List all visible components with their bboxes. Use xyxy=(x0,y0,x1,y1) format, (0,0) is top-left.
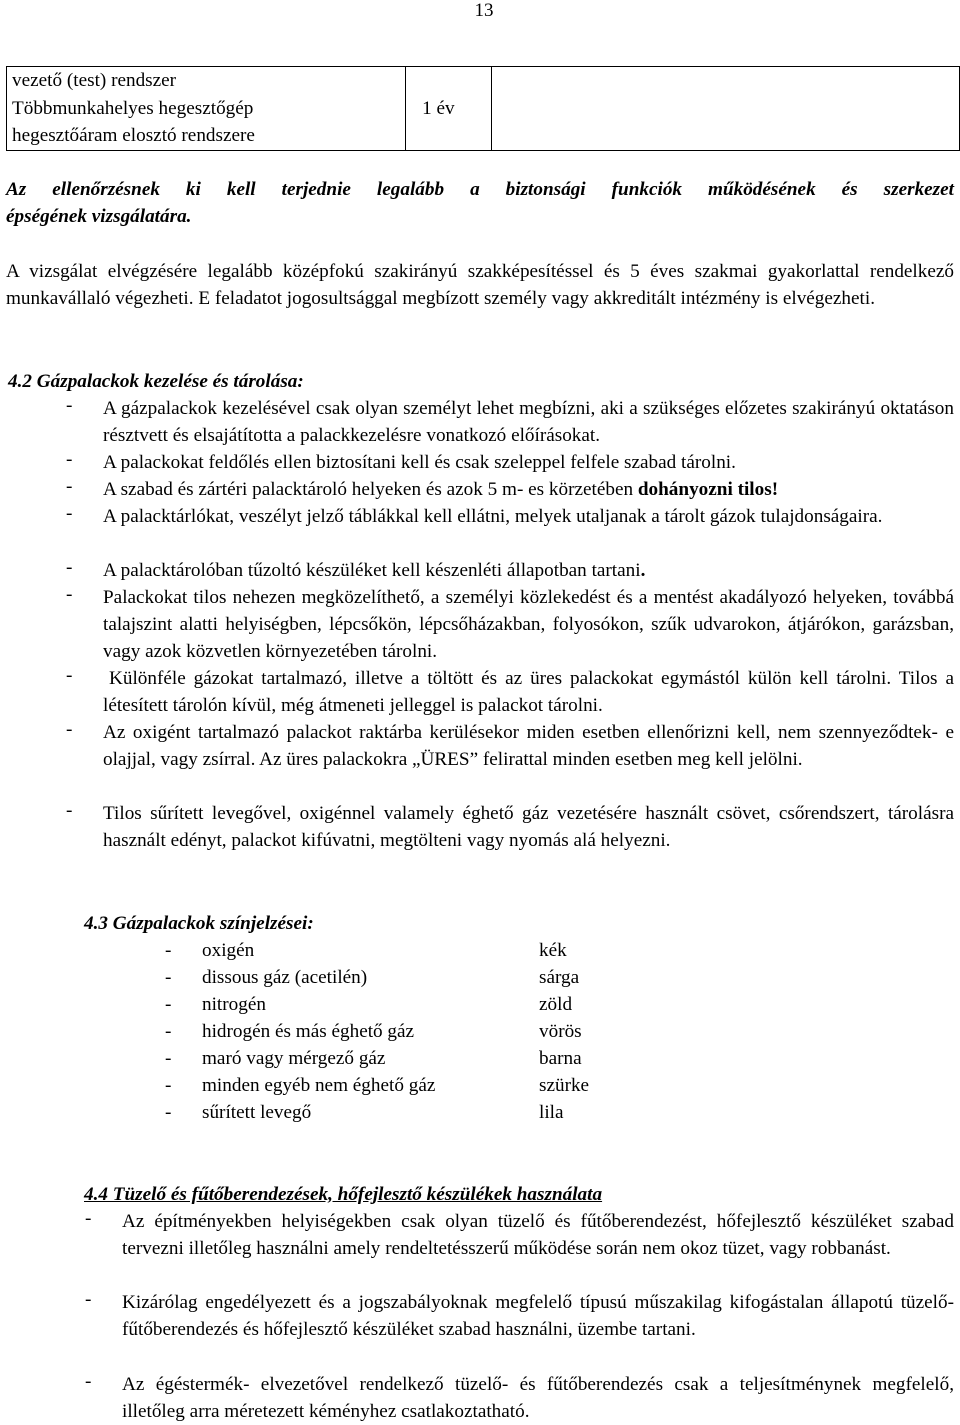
note-line: épségének vizsgálatára. xyxy=(6,206,192,227)
list-item-text: Különféle gázokat tartalmazó, illetve a töltött és az üres palackokat egymástól külön kell tárolni. Tilos a létesített tárolón kívül, még átmeneti jelleggel is palackot tárolni. xyxy=(103,668,954,716)
gas-name: dissous gáz (acetilén) xyxy=(202,967,368,988)
list-item-text: Az égéstermék- elvezetővel rendelkező tüzelő- és fűtőberendezés csak a teljesítménynek megfelelő, illetőleg arra méretezett kéményhez csatlakoztatható. xyxy=(122,1374,954,1422)
list-item xyxy=(85,1208,954,1289)
section-heading-4-3: 4.3 Gázpalackok színjelzései: xyxy=(84,913,314,934)
table-line: Többmunkahelyes hegesztőgép xyxy=(12,97,254,119)
qualification-paragraph: A vizsgálat elvégzésére legalább középfokú szakirányú szakképesítéssel és 5 éves szakmai gyakorlattal rendelkező munkavállaló végezheti. E feladatot jogosultsággal megbízott személy vagy akkreditált intézmény is elvégezheti. xyxy=(6,261,954,309)
list-dash: - xyxy=(85,1289,92,1310)
gas-name: sűrített levegő xyxy=(202,1102,312,1123)
list-dash: - xyxy=(85,1371,92,1392)
list-dash: - xyxy=(66,719,73,740)
inspection-table xyxy=(6,66,960,151)
list-item xyxy=(66,476,954,503)
list-item-text-part: A palacktárolóban tűzoltó készüléket kell készenléti állapotban tartani xyxy=(103,560,641,581)
list-dash: - xyxy=(66,449,73,470)
list-dash: - xyxy=(66,503,73,524)
list-item xyxy=(66,584,954,665)
list-item-text: Kizárólag engedélyezett és a jogszabályoknak megfelelő típusú műszakilag kifogástalan állapotú tüzelő- fűtőberendezés és hőfejlesztő készüléket szabad használni, üzembe tartani. xyxy=(122,1292,954,1340)
gas-color: szürke xyxy=(539,1075,590,1096)
list-dash: - xyxy=(66,584,73,605)
table-cell-period: 1 év xyxy=(406,67,492,151)
list-item-text: Az oxigént tartalmazó palackot raktárba kerülésekor miden esetben ellenőrizni kell, nem szennyeződtek- e olajjal, vagy zsírral. Az üres palackokra „ÜRES” felirattal minden esetben meg kell jelölni. xyxy=(103,722,954,770)
list-item xyxy=(66,449,954,476)
gas-name: oxigén xyxy=(202,940,255,961)
list-item xyxy=(66,557,954,584)
gas-color: lila xyxy=(539,1102,564,1123)
page-number: 13 xyxy=(474,0,494,21)
list-dash: - xyxy=(165,994,172,1015)
list-dash: - xyxy=(165,940,172,961)
list-dash: - xyxy=(165,1102,172,1123)
list-dash: - xyxy=(66,557,73,578)
list-item-text: A gázpalackok kezelésével csak olyan személyt lehet megbízni, aki a szükséges előzetes szakirányú oktatáson résztvett és elsajátította a palackkezelésre vonatkozó előírásokat. xyxy=(103,398,954,446)
list-item xyxy=(85,1289,954,1370)
list-dash: - xyxy=(165,1021,172,1042)
list-dash: - xyxy=(66,395,73,416)
table-cell-empty xyxy=(492,67,960,151)
gas-color: kék xyxy=(539,940,567,961)
gas-name: nitrogén xyxy=(202,994,266,1015)
table-cell-equipment xyxy=(7,67,406,151)
section-heading-4-4-text: 4.4 Tüzelő és fűtőberendezések, hőfejlesztő készülékek használata xyxy=(84,1184,603,1205)
list-dash: - xyxy=(66,800,73,821)
list-item-text-part: A szabad és zártéri palacktároló helyeken és azok 5 m- es körzetében xyxy=(103,479,634,500)
section-heading-4-4 xyxy=(84,1181,602,1208)
inspection-note xyxy=(6,176,954,230)
section-heading-4-2: 4.2 Gázpalackok kezelése és tárolása: xyxy=(8,371,304,392)
list-item-text: A palacktárolóban tűzoltó készüléket kell készenléti állapotban tartani. xyxy=(103,560,646,581)
table-line: hegesztőáram elosztó rendszere xyxy=(12,125,255,146)
list-item xyxy=(66,800,954,881)
list-dash: - xyxy=(165,1075,172,1096)
gas-color: sárga xyxy=(539,967,580,988)
gas-name: hidrogén és más éghető gáz xyxy=(202,1021,415,1042)
list-item xyxy=(66,395,954,449)
list-item-text: Tilos sűrített levegővel, oxigénnel valamely éghető gáz vezetésére használt csövet, csőrendszert, tárolásra használt edényt, palackot kifúvatni, megtölteni vagy nyomás alá helyezni. xyxy=(103,803,954,851)
no-smoking-warning: dohányozni tilos! xyxy=(637,479,779,500)
list-item xyxy=(85,1371,954,1425)
gas-color: vörös xyxy=(539,1021,582,1042)
gas-color: barna xyxy=(539,1048,582,1069)
list-dash: - xyxy=(165,967,172,988)
list-item-text: A palackokat feldőlés ellen biztosítani kell és csak szeleppel felfele szabad tárolni. xyxy=(103,452,736,473)
list-item xyxy=(66,665,954,719)
list-item-text xyxy=(103,476,954,503)
list-dash: - xyxy=(66,476,73,497)
note-line: Az ellenőrzésnek ki kell terjednie legalább a biztonsági funkciók működésének és szerkezet xyxy=(6,179,954,200)
list-dash: - xyxy=(66,665,73,686)
list-dash: - xyxy=(85,1208,92,1229)
list-item xyxy=(66,719,954,800)
gas-color: zöld xyxy=(539,994,573,1015)
list-item-text: Az építményekben helyiségekben csak olyan tüzelő és fűtőberendezést, hőfejlesztő készüléket szabad tervezni illetőleg használni amely rendeltetésszerű működése során nem okoz tüzet, vagy robbanást. xyxy=(122,1211,954,1259)
gas-name: maró vagy mérgező gáz xyxy=(202,1048,386,1069)
table-row xyxy=(7,67,960,151)
list-item-text: A palacktárlókat, veszélyt jelző táblákkal kell ellátni, melyek utaljanak a tárolt gázok tulajdonságaira. xyxy=(103,506,883,527)
list-dash: - xyxy=(165,1048,172,1069)
list-item-text: Palackokat tilos nehezen megközelíthető, a személyi közlekedést és a mentést akadályozó helyeken, továbbá talajszint alatti helyiségben, lépcsőkön, lépcsőházakban, folyosókon, szűk udvarokon, átjárókon, garázsban, vagy azok közvetlen környezetében tárolni. xyxy=(103,587,954,662)
list-item xyxy=(66,503,954,557)
table-line: vezető (test) rendszer xyxy=(12,70,177,91)
gas-name: minden egyéb nem éghető gáz xyxy=(202,1075,436,1096)
